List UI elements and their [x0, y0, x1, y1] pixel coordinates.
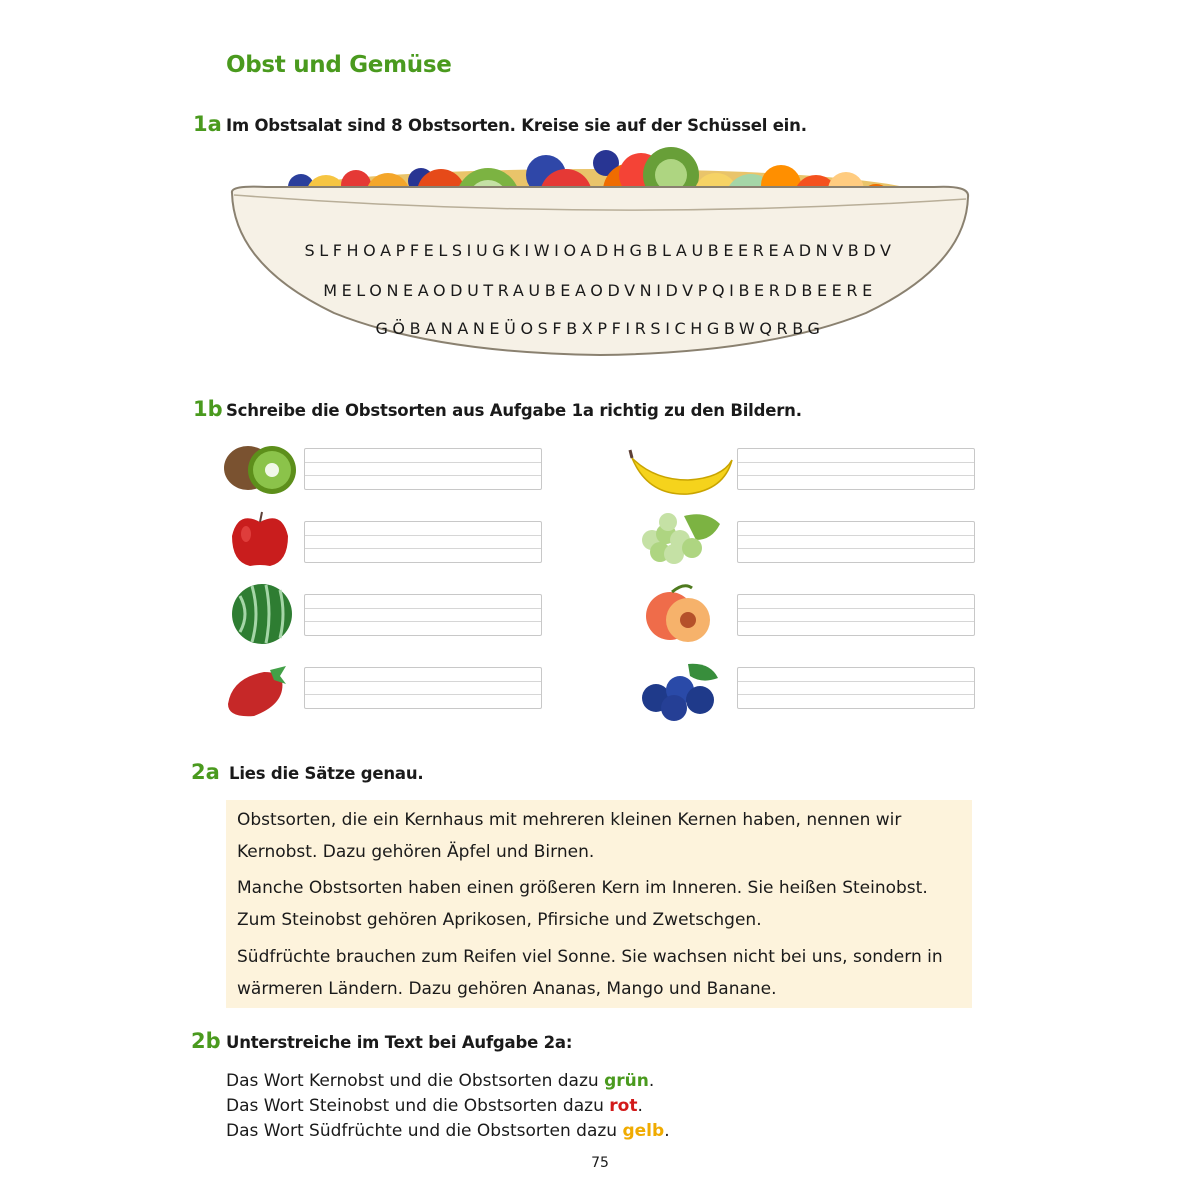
peach-image	[644, 582, 714, 644]
instruction-line-green	[226, 1071, 654, 1091]
instruction-text: Das Wort Kernobst und die Obstsorten dazu	[226, 1071, 605, 1091]
fruit-salad-bowl[interactable]	[226, 145, 974, 365]
answer-field-strawberry[interactable]	[304, 667, 542, 709]
answer-field-peach[interactable]	[737, 594, 975, 636]
strawberry-image	[224, 664, 288, 720]
answer-field-kiwi[interactable]	[304, 448, 542, 490]
reading-text-box[interactable]	[226, 800, 972, 1008]
color-word-red: rot	[609, 1096, 638, 1116]
color-word-yellow: gelb	[622, 1121, 665, 1141]
instruction-line-yellow	[226, 1121, 670, 1141]
letter-grid-row-2[interactable]: MELONEAODUTRAUBEAODVNIDVPQIBERDBEERE	[323, 281, 877, 300]
task-2b-number: 2b	[191, 1029, 221, 1053]
apple-image	[228, 508, 292, 570]
answer-field-watermelon[interactable]	[304, 594, 542, 636]
task-1b-number: 1b	[193, 397, 223, 421]
blueberries-image	[638, 660, 720, 722]
instruction-line-red	[226, 1096, 643, 1116]
task-1a-instruction: Im Obstsalat sind 8 Obstsorten. Kreise sie auf der Schüssel ein.	[226, 116, 807, 135]
sentence-end: .	[637, 1096, 643, 1116]
task-1a-number: 1a	[193, 112, 222, 136]
task-1b-instruction: Schreibe die Obstsorten aus Aufgabe 1a richtig zu den Bildern.	[226, 401, 802, 420]
task-2b-instruction: Unterstreiche im Text bei Aufgabe 2a:	[226, 1033, 573, 1052]
watermelon-image	[230, 582, 294, 646]
instruction-text: Das Wort Steinobst und die Obstsorten dazu	[226, 1096, 610, 1116]
answer-field-apple[interactable]	[304, 521, 542, 563]
task-2a-number: 2a	[191, 760, 220, 784]
instruction-text: Das Wort Südfrüchte und die Obstsorten dazu	[226, 1121, 623, 1141]
page-title: Obst und Gemüse	[226, 52, 452, 78]
banana-image	[628, 434, 736, 500]
paragraph-suedfruechte[interactable]: Südfrüchte brauchen zum Reifen viel Sonne. Sie wachsen nicht bei uns, sondern in wärmeren Ländern. Dazu gehören Ananas, Mango und Banane.	[237, 947, 943, 999]
paragraph-kernobst[interactable]: Obstsorten, die ein Kernhaus mit mehreren kleinen Kernen haben, nennen wir Kernobst. Dazu gehören Äpfel und Birnen.	[237, 810, 902, 862]
page-number: 75	[591, 1155, 609, 1171]
sentence-end: .	[648, 1071, 655, 1091]
kiwi-image	[222, 438, 302, 498]
color-word-green: grün	[604, 1071, 649, 1091]
paragraph-steinobst[interactable]: Manche Obstsorten haben einen größeren Kern im Inneren. Sie heißen Steinobst. Zum Steinobst gehören Aprikosen, Pfirsiche und Zwetschgen.	[237, 878, 928, 930]
answer-field-grapes[interactable]	[737, 521, 975, 563]
letter-grid-row-1[interactable]: SLFHOAPFELSIUGKIWIOADHGBLAUBEEREADNVBDV	[304, 241, 896, 260]
answer-field-banana[interactable]	[737, 448, 975, 490]
letter-grid-row-3[interactable]: GÖBANANEÜOSFBXPFIRSICHGBWQRBG	[375, 319, 825, 338]
answer-field-blueberries[interactable]	[737, 667, 975, 709]
task-2a-instruction: Lies die Sätze genau.	[229, 764, 424, 783]
sentence-end: .	[664, 1121, 670, 1141]
grapes-image	[636, 510, 726, 568]
